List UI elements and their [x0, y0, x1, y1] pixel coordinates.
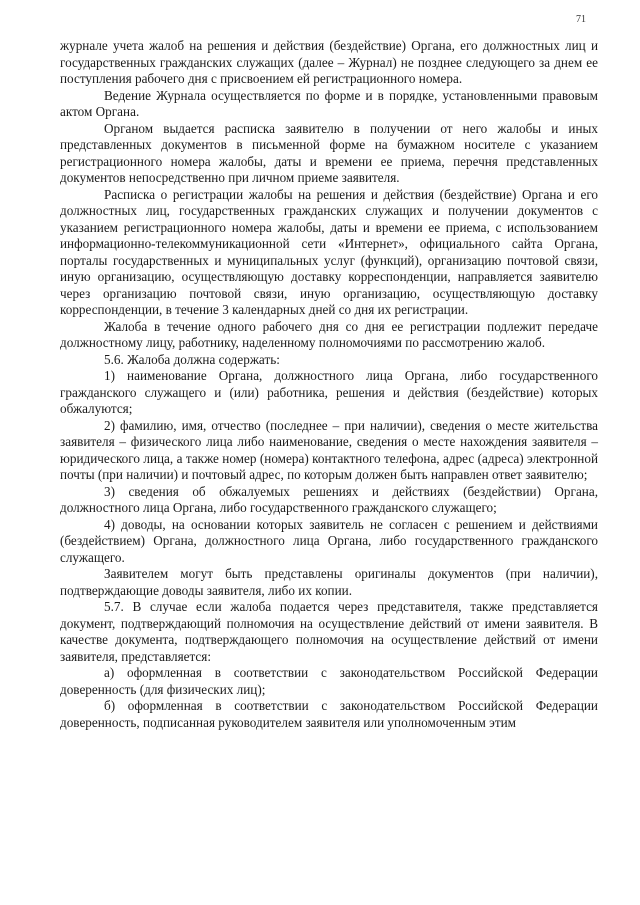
paragraph-receipt-registration: Расписка о регистрации жалобы на решения и действия (бездействие) Органа и его должностных лиц, государственных гражданских служащих и получении документов с указанием регистрационного номера жалобы, даты и времени ее приема, с использованием информационно-телекоммуникационной сети «Интернет», официального сайта Органа, порталы государственных и муниципальных услуг (функций), организацию почтовой связи, иную организацию, осуществляющую доставку корреспонденции, направляется заявителю через организацию почтовой связи, иную организацию, осуществляющую доставку корреспонденции, в течение 3 календарных дней со дня их регистрации. — [60, 186, 598, 317]
paragraph-originals: Заявителем могут быть представлены оригиналы документов (при наличии), подтверждающие доводы заявителя, либо их копии. — [60, 566, 598, 598]
list-item-b: б) оформленная в соответствии с законодательством Российской Федерации доверенность, подписанная руководителем заявителя или уполномоченным этим — [60, 698, 598, 730]
list-item-3: 3) сведения об обжалуемых решениях и действиях (бездействии) Органа, должностного лица Органа, либо государственного гражданского служащего; — [60, 483, 598, 515]
list-item-4: 4) доводы, на основании которых заявитель не согласен с решением и действиями (бездействием) Органа, должностного лица Органа, либо государственного гражданского служащего. — [60, 516, 598, 565]
paragraph-journal-maintenance: Ведение Журнала осуществляется по форме и в порядке, установленными правовым актом Органа. — [60, 87, 598, 119]
section-heading-5-6: 5.6. Жалоба должна содержать: — [104, 351, 280, 367]
paragraph-receipt-issuance: Органом выдается расписка заявителю в получении от него жалобы и иных представленных документов в письменной форме на бумажном носителе с указанием регистрационного номера жалобы, даты и времени ее приема, перечня представленных документов непосредственно при личном приеме заявителя. — [60, 120, 598, 185]
list-item-2: 2) фамилию, имя, отчество (последнее – при наличии), сведения о месте жительства заявителя – физического лица либо наименование, сведения о месте нахождения заявителя – юридического лица, а также номер (номера) контактного телефона, адрес (адреса) электронной почты (при наличии) и почтовый адрес, по которым должен быть направлен ответ заявителю; — [60, 417, 598, 482]
list-item-a: а) оформленная в соответствии с законодательством Российской Федерации доверенность (для физических лиц); — [60, 665, 598, 697]
section-paragraph-5-7: 5.7. В случае если жалоба подается через представителя, также представляется документ, подтверждающий полномочия на осуществление действий от имени заявителя. В качестве документа, подтверждающего полномочия на осуществление действий от имени заявителя, представляется: — [60, 599, 598, 664]
list-item-1: 1) наименование Органа, должностного лица Органа, либо государственного гражданского служащего и (или) работника, решения и действия (бездействие) которых обжалуются; — [60, 368, 598, 416]
page-number: 71 — [576, 14, 586, 25]
paragraph-journal-registration: журнале учета жалоб на решения и действия (бездействие) Органа, его должностных лиц и государственных гражданских служащих (далее – Журнал) не позднее следующего за днем ее поступления рабочего дня с присвоением ей регистрационного номера. — [60, 38, 598, 86]
paragraph-complaint-transfer: Жалоба в течение одного рабочего дня со дня ее регистрации подлежит передаче должностному лицу, работнику, наделенному полномочиями по рассмотрению жалоб. — [60, 318, 598, 350]
page-body — [60, 38, 598, 731]
